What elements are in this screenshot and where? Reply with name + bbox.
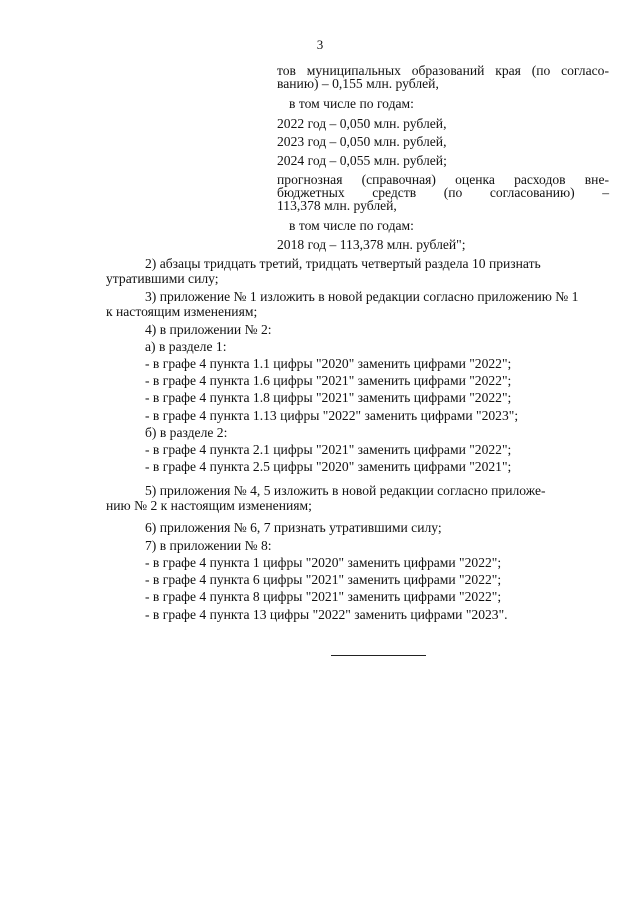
paragraph-line: 2) абзацы тридцать третий, тридцать четвертый раздела 10 признать: [145, 256, 541, 271]
column-line: в том числе по годам:: [289, 96, 414, 111]
paragraph-line: 6) приложения № 6, 7 признать утратившими силу;: [145, 520, 442, 535]
list-item: - в графе 4 пункта 1.6 цифры "2021" заменить цифрами "2022";: [145, 373, 512, 388]
column-line: тов муниципальных образований края (по согласо-: [277, 63, 609, 78]
column-line: прогнозная (справочная) оценка расходов вне-: [277, 172, 609, 187]
paragraph-line: 4) в приложении № 2:: [145, 322, 272, 337]
column-line: 2023 год – 0,050 млн. рублей,: [277, 134, 447, 149]
paragraph-line: нию № 2 к настоящим изменениям;: [106, 498, 312, 513]
list-item: - в графе 4 пункта 1 цифры "2020" заменить цифрами "2022";: [145, 555, 502, 570]
paragraph-line: 3) приложение № 1 изложить в новой редакции согласно приложению № 1: [145, 289, 579, 304]
paragraph-line: а) в разделе 1:: [145, 339, 227, 354]
list-item: - в графе 4 пункта 1.1 цифры "2020" заменить цифрами "2022";: [145, 356, 512, 371]
paragraph-line: 7) в приложении № 8:: [145, 538, 272, 553]
paragraph-line: 5) приложения № 4, 5 изложить в новой редакции согласно приложе-: [145, 483, 546, 498]
list-item: - в графе 4 пункта 6 цифры "2021" заменить цифрами "2022";: [145, 572, 502, 587]
paragraph-line: б) в разделе 2:: [145, 425, 228, 440]
paragraph-line: утратившими силу;: [106, 271, 219, 286]
column-line: 2018 год – 113,378 млн. рублей";: [277, 237, 466, 252]
list-item: - в графе 4 пункта 2.1 цифры "2021" заменить цифрами "2022";: [145, 442, 512, 457]
closing-divider: [331, 655, 426, 656]
list-item: - в графе 4 пункта 13 цифры "2022" заменить цифрами "2023".: [145, 607, 508, 622]
column-line: в том числе по годам:: [289, 218, 414, 233]
column-line: ванию) – 0,155 млн. рублей,: [277, 76, 439, 91]
list-item: - в графе 4 пункта 8 цифры "2021" заменить цифрами "2022";: [145, 589, 502, 604]
list-item: - в графе 4 пункта 1.13 цифры "2022" заменить цифрами "2023";: [145, 408, 519, 423]
paragraph-line: к настоящим изменениям;: [106, 304, 258, 319]
column-line: бюджетных средств (по согласованию) –: [277, 185, 609, 200]
column-line: 113,378 млн. рублей,: [277, 198, 397, 213]
list-item: - в графе 4 пункта 1.8 цифры "2021" заменить цифрами "2022";: [145, 390, 512, 405]
column-line: 2022 год – 0,050 млн. рублей,: [277, 116, 447, 131]
column-line: 2024 год – 0,055 млн. рублей;: [277, 153, 447, 168]
page-number: 3: [316, 37, 324, 52]
list-item: - в графе 4 пункта 2.5 цифры "2020" заменить цифрами "2021";: [145, 459, 512, 474]
